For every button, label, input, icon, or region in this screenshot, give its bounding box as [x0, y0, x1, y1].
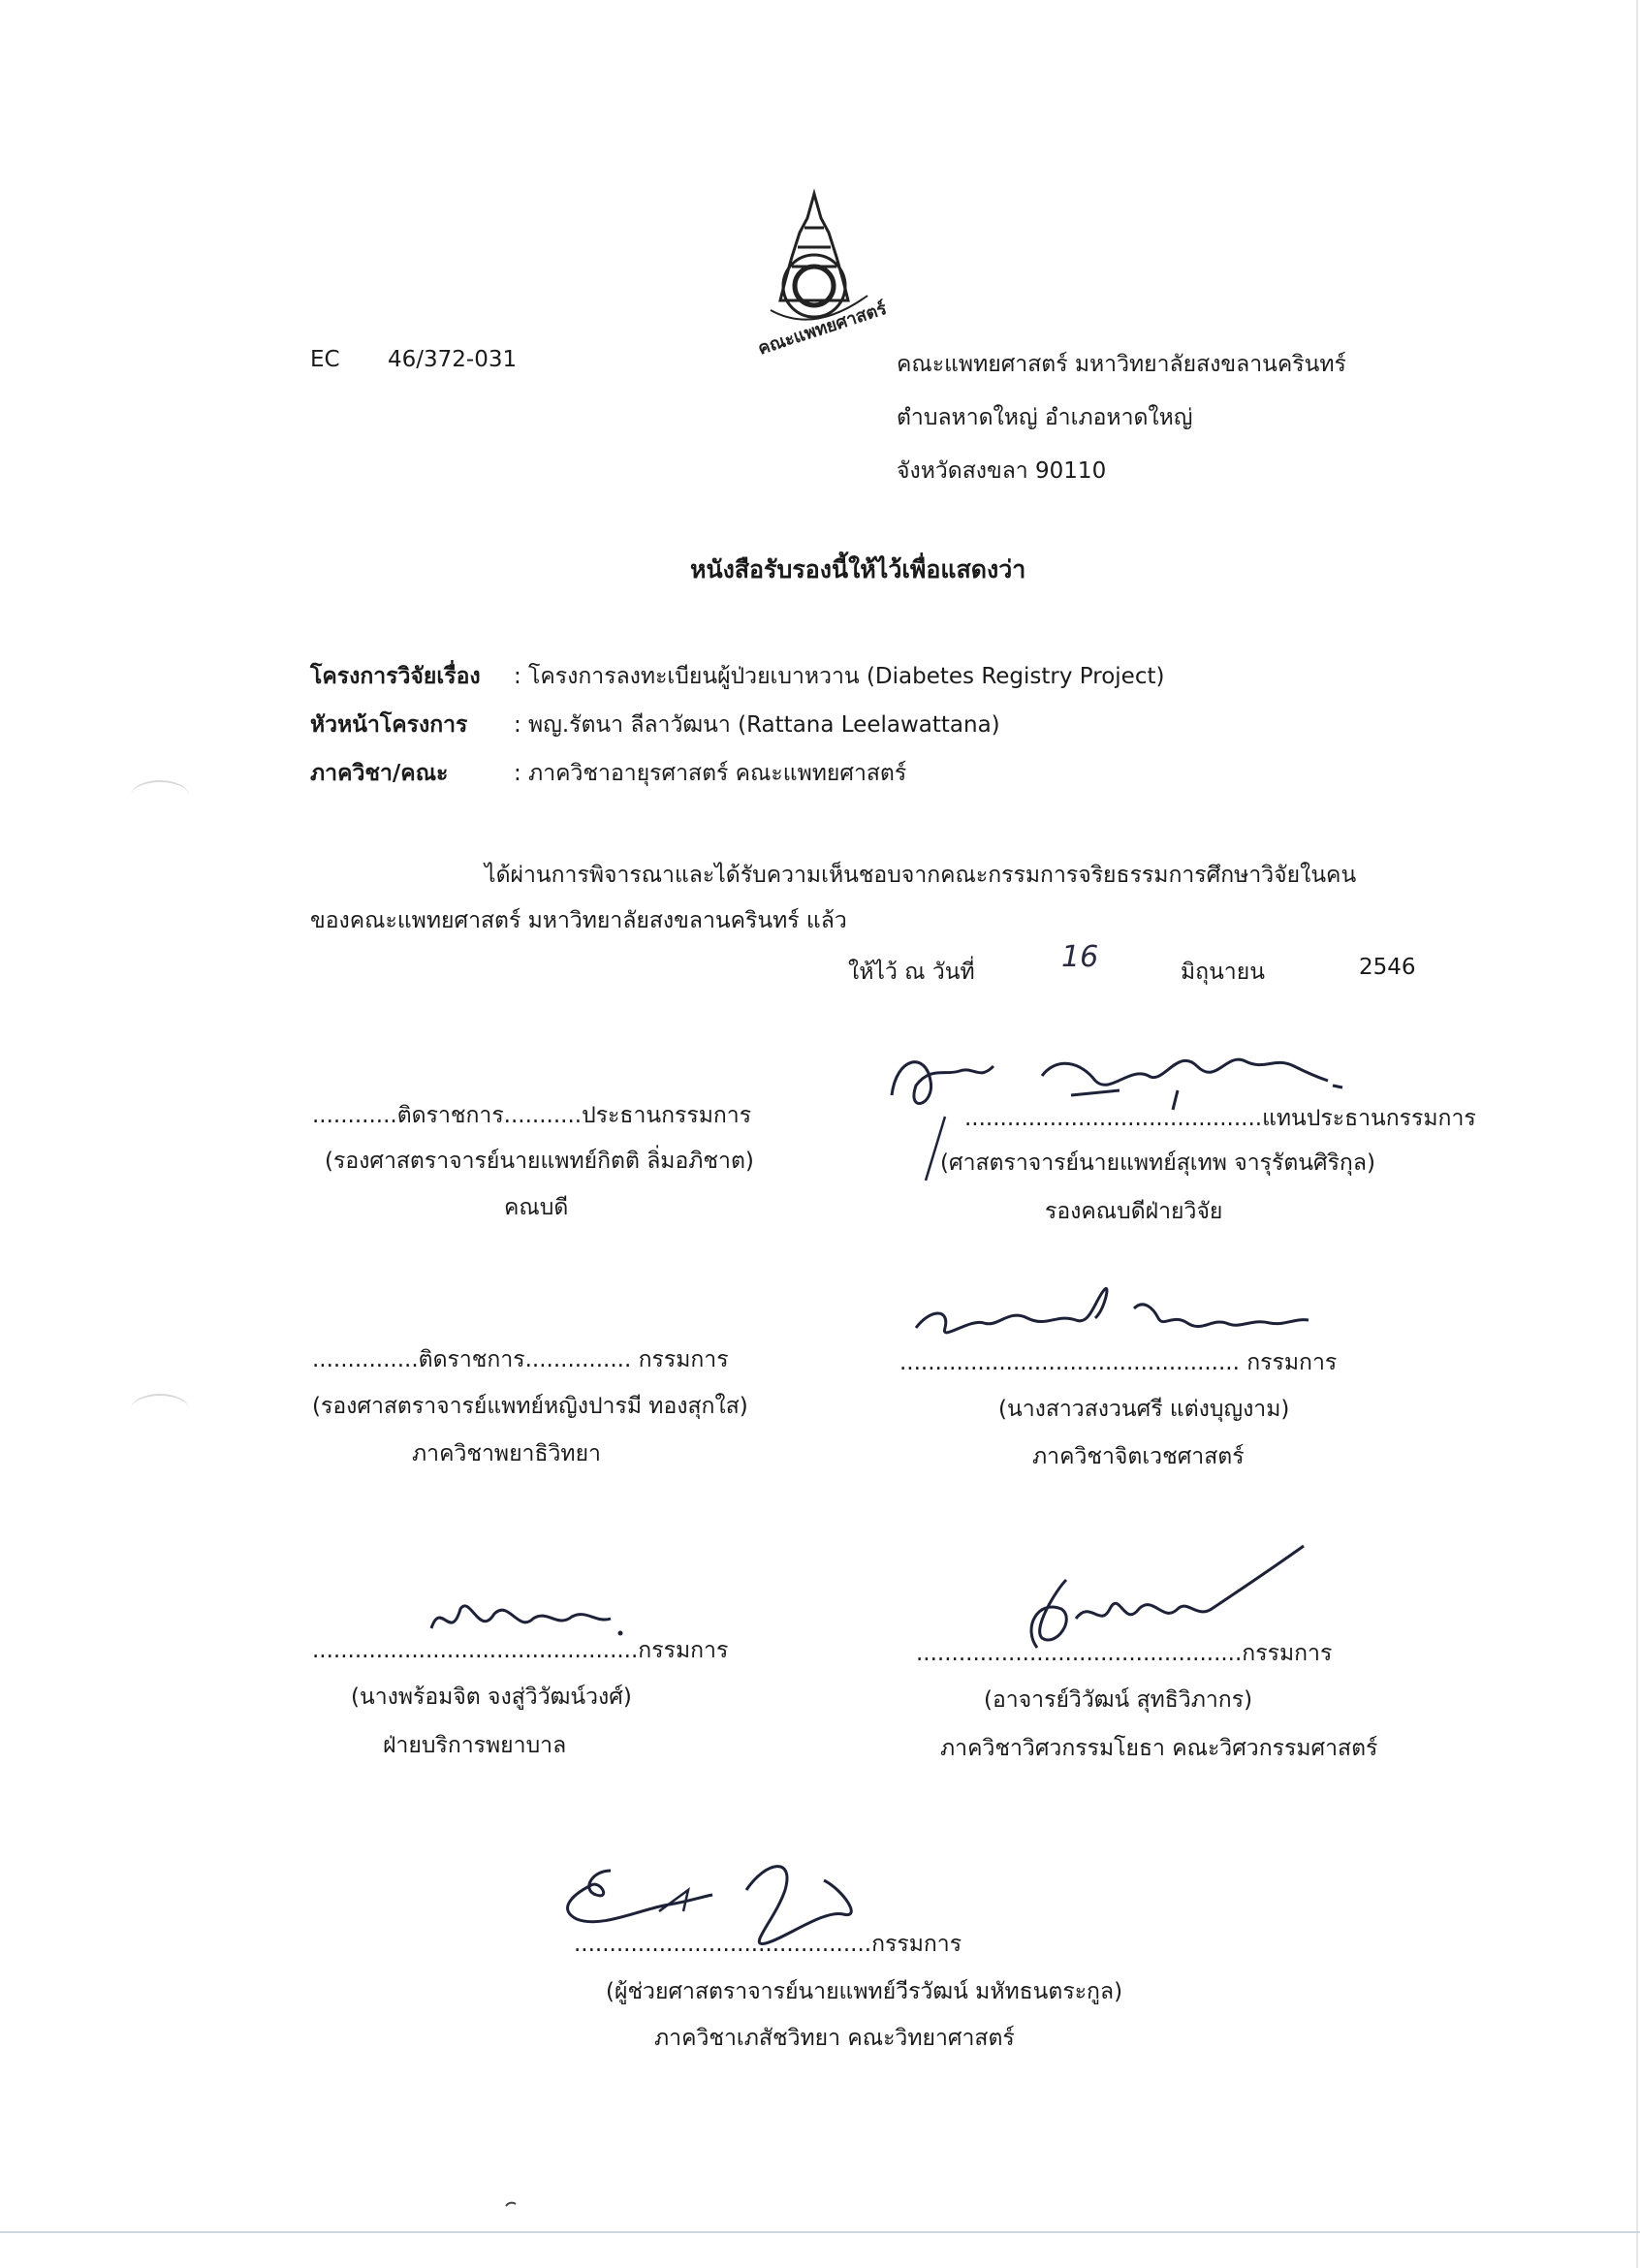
signatory-position-vice-chairman: รองคณบดีฝ่ายวิจัย [1045, 1199, 1223, 1224]
signature-line-member-3: ...............ติดราชการ............... กรรมการ [312, 1347, 729, 1372]
signatory-name-chairman: (รองศาสตราจารย์นายแพทย์กิตติ ลิ่มอภิชาต) [325, 1149, 754, 1174]
project-title-label: โครงการวิจัยเรื่อง [310, 664, 481, 689]
signatory-position-member-5: ฝ่ายบริการพยาบาล [383, 1733, 567, 1758]
project-title-value: : โครงการลงทะเบียนผู้ป่วยเบาหวาน (Diabetes Registry Project) [514, 664, 1165, 689]
signatory-name-member-7: (ผู้ช่วยศาสตราจารย์นายแพทย์วีรวัฒน์ มหัทธนตระกูล) [606, 1979, 1123, 2004]
punch-hole-mark-top [131, 780, 189, 811]
signatory-name-member-3: (รองศาสตราจารย์แพทย์หญิงปารมี ทองสุกใส) [312, 1394, 748, 1419]
address-line-2: ตำบลหาดใหญ่ อำเภอหาดใหญ่ [897, 405, 1193, 430]
scan-edge-right [1636, 0, 1638, 2268]
signature-line-member-7: ..........................................กรรมการ [574, 1932, 962, 1957]
signatory-position-chairman: คณบดี [504, 1195, 569, 1220]
faculty-seal-icon [732, 189, 897, 360]
signatory-name-vice-chairman: (ศาสตราจารย์นายแพทย์สุเทพ จารุรัตนศิริกุล) [940, 1150, 1375, 1176]
signatory-position-member-3: ภาควิชาพยาธิวิทยา [412, 1441, 601, 1466]
scan-edge-bottom [0, 2231, 1640, 2233]
body-line-1: ได้ผ่านการพิจารณาและได้รับความเห็นชอบจากคณะกรรมการจริยธรรมการศึกษาวิจัยในคน [485, 863, 1357, 888]
project-dept-label: ภาควิชา/คณะ [310, 761, 449, 786]
reference-number: 46/372-031 [388, 347, 518, 372]
address-line-3: จังหวัดสงขลา 90110 [897, 458, 1107, 484]
signature-line-chairman: ............ติดราชการ...........ประธานกรรมการ [312, 1103, 752, 1128]
certificate-title: หนังสือรับรองนี้ให้ไว้เพื่อแสดงว่า [690, 555, 1026, 583]
address-line-1: คณะแพทยศาสตร์ มหาวิทยาลัยสงขลานครินทร์ [897, 352, 1346, 377]
signatory-position-member-6: ภาควิชาวิศวกรรมโยธา คณะวิศวกรรมศาสตร์ [940, 1736, 1378, 1761]
project-leader-value: : พญ.รัตนา ลีลาวัฒนา (Rattana Leelawattana) [514, 712, 1000, 738]
body-line-2: ของคณะแพทยศาสตร์ มหาวิทยาลัยสงขลานครินทร์ แล้ว [310, 908, 847, 933]
signatory-name-member-4: (นางสาวสงวนศรี แต่งบุญงาม) [998, 1397, 1290, 1422]
seal-text: คณะแพทยศาสตร์ [755, 298, 890, 360]
signatory-position-member-7: ภาควิชาเภสัชวิทยา คณะวิทยาศาสตร์ [654, 2026, 1015, 2051]
signature-line-vice-chairman: ..........................................แทนประธานกรรมการ [964, 1106, 1476, 1131]
signatory-name-member-6: (อาจารย์วิวัฒน์ สุทธิวิภากร) [984, 1687, 1253, 1713]
punch-hole-mark-bottom [131, 1394, 189, 1425]
stray-ink-mark [504, 2200, 518, 2208]
signature-line-member-6: ..............................................กรรมการ [916, 1641, 1333, 1666]
signatory-position-member-4: ภาควิชาจิตเวชศาสตร์ [1032, 1444, 1245, 1469]
date-day-handwritten: 16 [1061, 940, 1099, 974]
project-leader-label: หัวหน้าโครงการ [310, 712, 468, 738]
project-dept-value: : ภาควิชาอายุรศาสตร์ คณะแพทยศาสตร์ [514, 761, 907, 786]
signature-line-member-5: ..............................................กรรมการ [312, 1638, 729, 1663]
signature-line-member-4: ................................................ กรรมการ [899, 1350, 1338, 1375]
date-month: มิถุนายน [1181, 960, 1265, 985]
reference-prefix: EC [310, 347, 340, 372]
signatory-name-member-5: (นางพร้อมจิต จงสู่วิวัฒน์วงศ์) [351, 1685, 632, 1710]
date-label: ให้ไว้ ณ วันที่ [848, 960, 975, 985]
date-year: 2546 [1359, 955, 1416, 980]
